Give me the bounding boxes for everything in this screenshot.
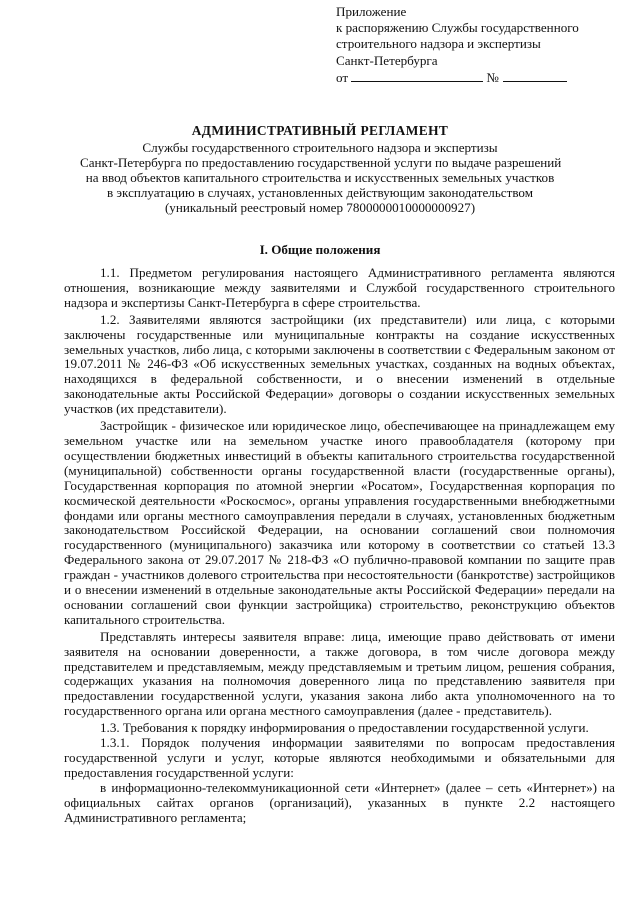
header-line-appendix: Приложение	[336, 4, 407, 19]
paragraph-1-2: 1.2. Заявителями являются застройщики (их представители) или лица, с которыми заключены государственные или муниципальные контракты на создание искусственных земельных участков, либо лица, с которыми заключены в соответствии с Федеральным законом от 19.07.2011 № 246-ФЗ «Об искусственных земельных участках, созданных на водных объектах, находящихся в федеральной собственности, и о внесении изменений в отдельные законодательные акты Российской Федерации» договоры о создании искусственных земельных участков (их представители).	[64, 311, 615, 417]
number-blank-line	[503, 69, 567, 82]
number-label: №	[486, 69, 499, 85]
paragraph-representatives: Представлять интересы заявителя вправе: лица, имеющие право действовать от имени заявителя на основании доверенности, а также договора, в том числе договора между представителем и представляемым, между представляемым и третьим лицом, решения собрания, содержащих указания на полномочия доверенного лица по представлению заявителя при предоставлении государственной услуги, указания закона либо акта уполномоченного на то государственного органа или органа местного самоуправления (далее - представитель).	[64, 628, 615, 719]
subtitle-line: Санкт-Петербурга по предоставлению государственной услуги по выдаче разрешений	[80, 154, 562, 170]
header-line-order: к распоряжению Службы государственного	[336, 20, 579, 36]
header-line-agency: строительного надзора и экспертизы	[336, 36, 541, 52]
paragraph-developer-definition: Застройщик - физическое или юридическое лицо, обеспечивающее на принадлежащем ему земельном участке или на земельном участке иного правообладателя (которому при осуществлении бюджетных инвестиций в объекты капитального строительства государственной (муниципальной) собственности органы государственной власти (государственные органы), Государственная корпорация по атомной энергии «Росатом», Государственная корпорация по космической деятельности «Роскосмос», органы управления государственными внебюджетными фондами или органы местного самоуправления передали в случаях, установленных бюджетным законодательством Российской Федерации, на основании соглашений свои полномочия государственного (муниципального) заказчика или которому в соответствии со статьей 13.3 Федерального закона от 29.07.2017 № 218-ФЗ «О публично-правовой компании по защите прав граждан - участников долевого строительства при несостоятельности (банкротстве) застройщиков и о внесении изменений в отдельные законодательные акты Российской Федерации» передали на основании соглашений свои функции застройщика) строительство, реконструкцию объектов капитального строительства.	[64, 418, 615, 627]
paragraph-internet: в информационно-телекоммуникационной сети «Интернет» (далее – сеть «Интернет») на официальных сайтах органов (организаций), указанных в пункте 2.2 настоящего Административного регламента;	[64, 779, 615, 825]
header-date-number-line	[336, 69, 626, 86]
document-header	[336, 4, 626, 86]
subtitle-line: (уникальный реестровый номер 7800000010000000927)	[164, 199, 476, 215]
subtitle-line: на ввод объектов капитального строительства и искусственных земельных участков	[85, 169, 555, 185]
document-body	[64, 266, 615, 828]
subtitle-line: Службы государственного строительного надзора и экспертизы	[142, 140, 498, 155]
paragraph-1-3: 1.3. Требования к порядку информирования о предоставлении государственной услуги.	[100, 720, 589, 736]
subtitle-line: в эксплуатацию в случаях, установленных действующим законодательством	[106, 184, 534, 200]
date-label: от	[336, 69, 349, 85]
paragraph-1-1: 1.1. Предметом регулирования настоящего Административного регламента являются отношения, возникающие между заявителями и Службой государственного строительного надзора и экспертизы Санкт-Петербурга в сфере строительства.	[64, 265, 615, 310]
header-line-city: Санкт-Петербурга	[336, 52, 438, 68]
document-subtitle	[80, 141, 560, 216]
paragraph-1-3-1: 1.3.1. Порядок получения информации заявителями по вопросам предоставления государственной услуги и услуг, которые являются необходимыми и обязательными для предоставления государственной услуги:	[64, 735, 615, 780]
section-heading: I. Общие положения	[259, 242, 381, 257]
document-title: АДМИНИСТРАТИВНЫЙ РЕГЛАМЕНТ	[191, 123, 449, 138]
date-blank-line	[351, 69, 483, 82]
